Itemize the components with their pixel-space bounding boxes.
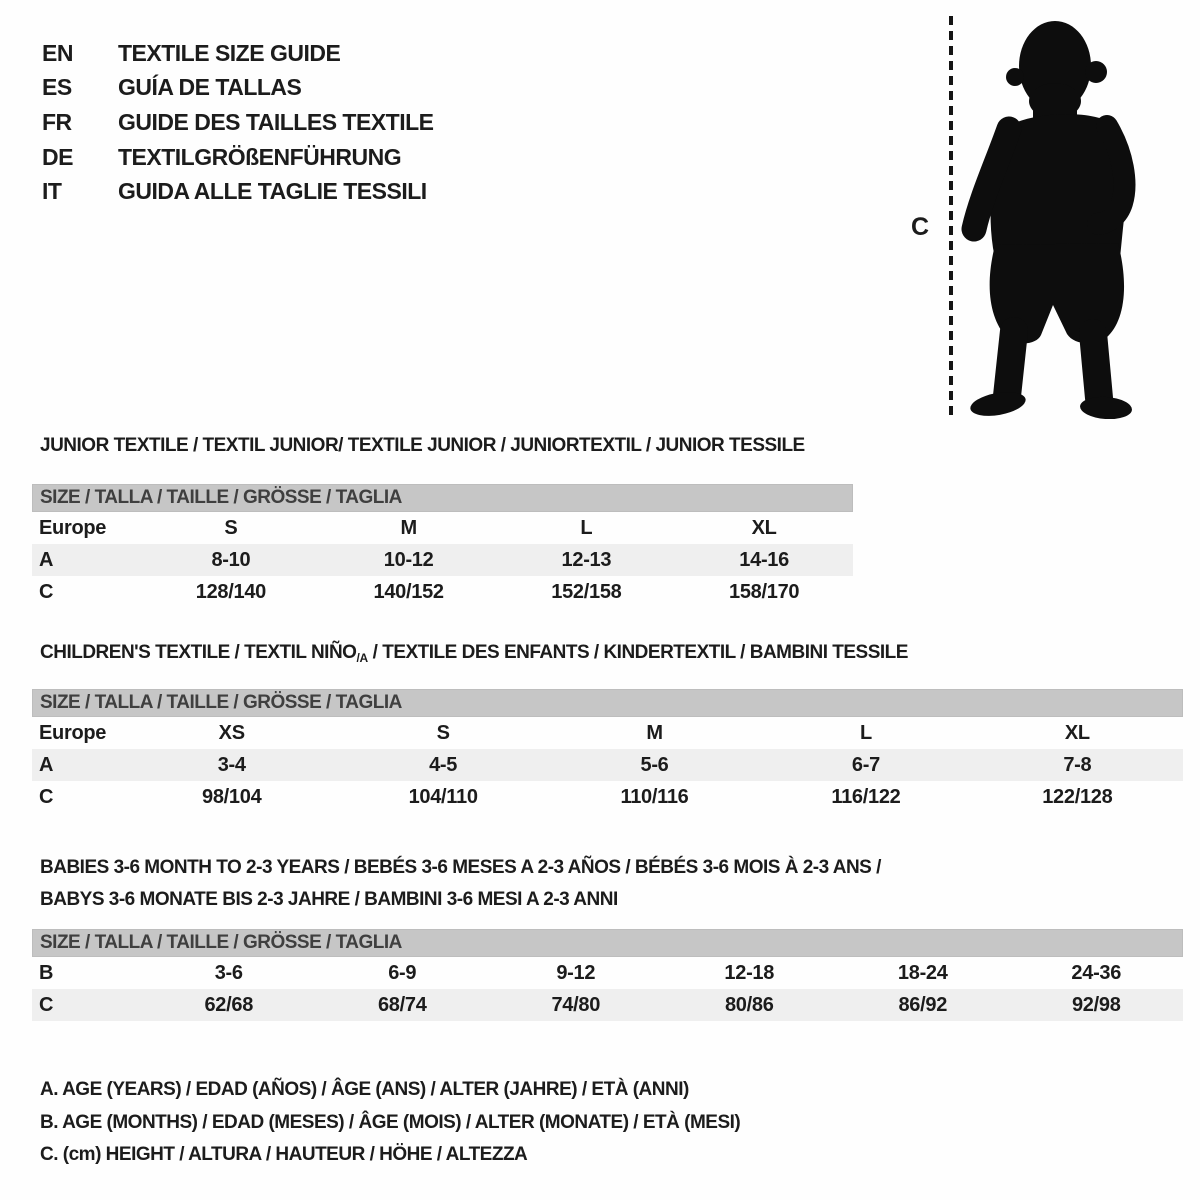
language-title: GUÍA DE TALLAS bbox=[118, 74, 302, 101]
language-row-fr bbox=[42, 105, 434, 140]
children-section-title bbox=[40, 642, 908, 665]
table-row-age-years bbox=[32, 544, 853, 576]
row-label: Europe bbox=[39, 721, 107, 744]
size-value-cell: 4-5 bbox=[429, 753, 458, 776]
size-value-cell: 6-9 bbox=[388, 961, 417, 984]
size-value-cell: 86/92 bbox=[898, 993, 948, 1016]
size-value-cell: XL bbox=[751, 516, 777, 539]
junior-size-table bbox=[32, 484, 853, 608]
size-value-cell: 62/68 bbox=[204, 993, 254, 1016]
size-value-cell: 5-6 bbox=[640, 753, 669, 776]
size-value-cell: 8-10 bbox=[211, 548, 251, 571]
legend-height: C. (cm) HEIGHT / ALTURA / HAUTEUR / HÖHE / ALTEZZA bbox=[40, 1144, 528, 1166]
size-value-cell: 104/110 bbox=[408, 785, 478, 808]
size-value-cell: M bbox=[646, 721, 663, 744]
legend-age-years: A. AGE (YEARS) / EDAD (AÑOS) / ÂGE (ANS) / ALTER (JAHRE) / ETÀ (ANNI) bbox=[40, 1079, 689, 1101]
babies-section-title bbox=[40, 852, 881, 916]
size-value-cell: XL bbox=[1064, 721, 1090, 744]
language-code: DE bbox=[42, 143, 73, 170]
children-title-sub: /A bbox=[356, 651, 368, 665]
language-title: GUIDE DES TAILLES TEXTILE bbox=[118, 108, 434, 135]
size-value-cell: 98/104 bbox=[202, 785, 262, 808]
children-title-prefix: CHILDREN'S TEXTILE / TEXTIL NIÑO bbox=[40, 642, 357, 663]
row-label: Europe bbox=[39, 516, 107, 539]
language-row-en bbox=[42, 36, 434, 71]
row-label: C bbox=[39, 785, 54, 808]
size-value-cell: 80/86 bbox=[724, 993, 774, 1016]
size-value-cell: L bbox=[580, 516, 593, 539]
table-row-europe bbox=[32, 717, 1183, 749]
row-label: B bbox=[39, 961, 54, 984]
size-value-cell: M bbox=[400, 516, 417, 539]
size-header-bar: SIZE / TALLA / TAILLE / GRÖSSE / TAGLIA bbox=[32, 929, 1183, 957]
size-value-cell: 12-13 bbox=[561, 548, 612, 571]
size-value-cell: 18-24 bbox=[897, 961, 948, 984]
children-title-suffix: / TEXTILE DES ENFANTS / KINDERTEXTIL / BAMBINI TESSILE bbox=[367, 642, 908, 663]
table-row-age-months bbox=[32, 957, 1183, 989]
size-value-cell: 3-6 bbox=[214, 961, 243, 984]
babies-size-table bbox=[32, 929, 1183, 1021]
size-value-cell: 128/140 bbox=[195, 580, 266, 603]
legend-age-months: B. AGE (MONTHS) / EDAD (MESES) / ÂGE (MOIS) / ALTER (MONATE) / ETÀ (MESI) bbox=[40, 1111, 741, 1133]
measurement-legend bbox=[40, 1074, 740, 1172]
language-code: ES bbox=[42, 74, 72, 101]
size-value-cell: 152/158 bbox=[551, 580, 622, 603]
language-row-it bbox=[42, 174, 434, 209]
size-value-cell: 10-12 bbox=[383, 548, 434, 571]
size-header-bar: SIZE / TALLA / TAILLE / GRÖSSE / TAGLIA bbox=[32, 689, 1183, 717]
size-value-cell: S bbox=[224, 516, 238, 539]
size-value-cell: 74/80 bbox=[551, 993, 601, 1016]
language-title: GUIDA ALLE TAGLIE TESSILI bbox=[118, 178, 427, 205]
size-value-cell: 7-8 bbox=[1063, 753, 1092, 776]
language-title: TEXTILGRÖßENFÜHRUNG bbox=[118, 143, 402, 170]
size-value-cell: 122/128 bbox=[1042, 785, 1113, 808]
size-value-cell: 116/122 bbox=[831, 785, 901, 808]
row-label: A bbox=[39, 548, 54, 571]
table-row-height bbox=[32, 989, 1183, 1021]
children-size-table bbox=[32, 689, 1183, 813]
language-list bbox=[42, 36, 434, 209]
language-row-es bbox=[42, 71, 434, 106]
language-code: FR bbox=[42, 108, 72, 135]
size-header-bar: SIZE / TALLA / TAILLE / GRÖSSE / TAGLIA bbox=[32, 484, 853, 512]
size-value-cell: 92/98 bbox=[1071, 993, 1121, 1016]
size-value-cell: 140/152 bbox=[373, 580, 444, 603]
size-value-cell: 68/74 bbox=[377, 993, 427, 1016]
size-value-cell: L bbox=[859, 721, 872, 744]
size-value-cell: 24-36 bbox=[1071, 961, 1122, 984]
size-value-cell: 12-18 bbox=[724, 961, 775, 984]
size-value-cell: 6-7 bbox=[851, 753, 880, 776]
size-value-cell: 158/170 bbox=[729, 580, 800, 603]
row-label: C bbox=[39, 993, 54, 1016]
size-value-cell: 14-16 bbox=[739, 548, 789, 571]
row-label: A bbox=[39, 753, 54, 776]
table-row-height bbox=[32, 781, 1183, 813]
babies-title-line1: BABIES 3-6 MONTH TO 2-3 YEARS / BEBÉS 3-6 MESES A 2-3 AÑOS / BÉBÉS 3-6 MOIS À 2-3 ANS / bbox=[40, 857, 881, 878]
table-row-age-years bbox=[32, 749, 1183, 781]
language-code: EN bbox=[42, 39, 73, 66]
language-code: IT bbox=[42, 178, 62, 205]
size-value-cell: 9-12 bbox=[556, 961, 596, 984]
babies-title-line2: BABYS 3-6 MONATE BIS 2-3 JAHRE / BAMBINI 3-6 MESI A 2-3 ANNI bbox=[40, 889, 618, 910]
table-row-height bbox=[32, 576, 853, 608]
size-value-cell: 110/116 bbox=[620, 785, 689, 808]
junior-section-title: JUNIOR TEXTILE / TEXTIL JUNIOR/ TEXTILE JUNIOR / JUNIORTEXTIL / JUNIOR TESSILE bbox=[40, 435, 805, 456]
table-row-europe bbox=[32, 512, 853, 544]
language-row-de bbox=[42, 140, 434, 175]
height-measure-label: C bbox=[911, 213, 930, 241]
height-measure-dashed-line bbox=[949, 16, 953, 416]
size-value-cell: XS bbox=[218, 721, 245, 744]
language-title: TEXTILE SIZE GUIDE bbox=[118, 39, 341, 66]
size-value-cell: S bbox=[436, 721, 450, 744]
toddler-silhouette-icon bbox=[957, 13, 1143, 419]
size-value-cell: 3-4 bbox=[217, 753, 246, 776]
row-label: C bbox=[39, 580, 54, 603]
